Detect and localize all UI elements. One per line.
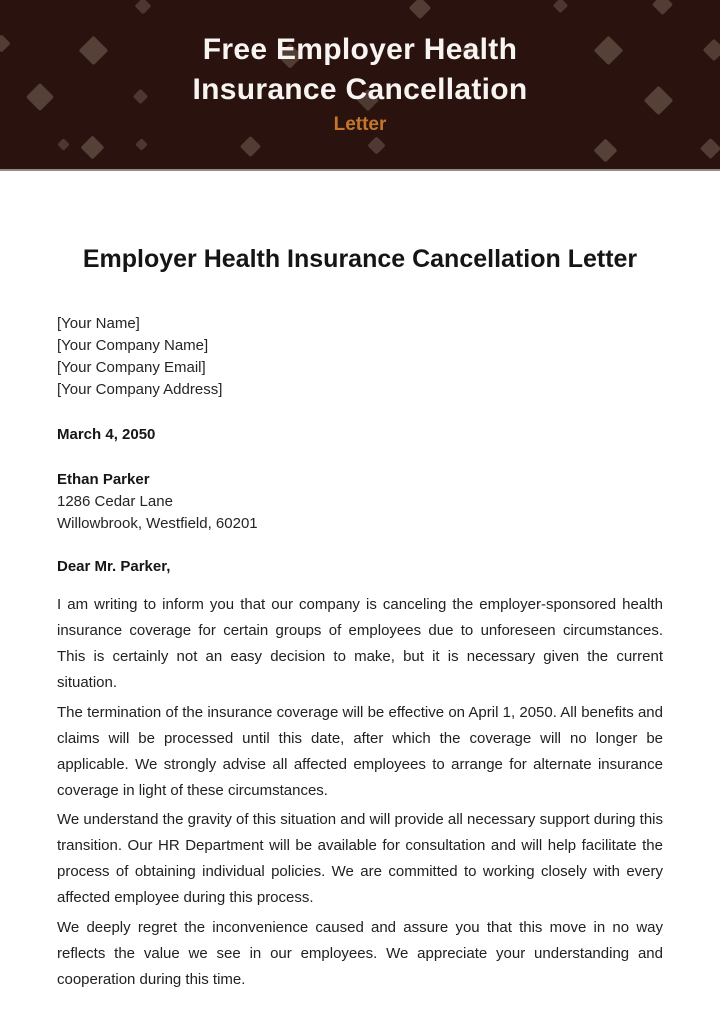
diamond-icon (593, 138, 617, 162)
sender-address-placeholder: [Your Company Address] (57, 381, 223, 398)
diamond-icon (240, 136, 261, 157)
diamond-icon (135, 138, 148, 151)
diamond-icon (57, 138, 70, 151)
letter-page (0, 242, 720, 993)
sender-email-placeholder: [Your Company Email] (57, 359, 206, 376)
diamond-icon (367, 136, 385, 154)
banner-title-line2: Insurance Cancellation (192, 73, 528, 106)
recipient-street: 1286 Cedar Lane (57, 493, 173, 510)
banner-title-line1: Free Employer Health (202, 33, 518, 66)
letter-paragraph: The termination of the insurance coverage will be effective on April 1, 2050. All benefits and claims will be processed until this date, after which the coverage will no longer be applicable. We strongly advise all affected employees to arrange for alternate insurance coverage in light of these circumstances. (57, 704, 663, 799)
recipient-name: Ethan Parker (57, 471, 150, 488)
recipient-city-line: Willowbrook, Westfield, 60201 (57, 515, 258, 532)
document-title: Employer Health Insurance Cancellation Letter (82, 245, 638, 273)
recipient-block (57, 469, 663, 535)
sender-block (57, 313, 663, 401)
letter-body (57, 592, 663, 993)
banner-title (0, 30, 720, 110)
diamond-icon (700, 138, 720, 159)
salutation: Dear Mr. Parker, (57, 558, 171, 575)
banner-subtitle: Letter (333, 114, 387, 135)
sender-company-placeholder: [Your Company Name] (57, 337, 209, 354)
letter-paragraph: We deeply regret the inconvenience caused and assure you that this move in no way reflects the value we see in our employees. We appreciate your understanding and cooperation during this time. (57, 919, 663, 988)
diamond-icon (80, 135, 104, 159)
sender-name-placeholder: [Your Name] (57, 315, 140, 332)
letter-date: March 4, 2050 (57, 426, 156, 443)
letter-paragraph: We understand the gravity of this situation and will provide all necessary support during this transition. Our HR Department will be available for consultation and will help facilitate the process of obtaining individual policies. We are committed to working closely with every affected employee during this process. (57, 811, 663, 906)
banner (0, 0, 720, 171)
letter-paragraph: I am writing to inform you that our company is canceling the employer-sponsored health insurance coverage for certain groups of employees due to unforeseen circumstances. This is certainly not an easy decision to make, but it is necessary given the current situation. (57, 596, 663, 691)
